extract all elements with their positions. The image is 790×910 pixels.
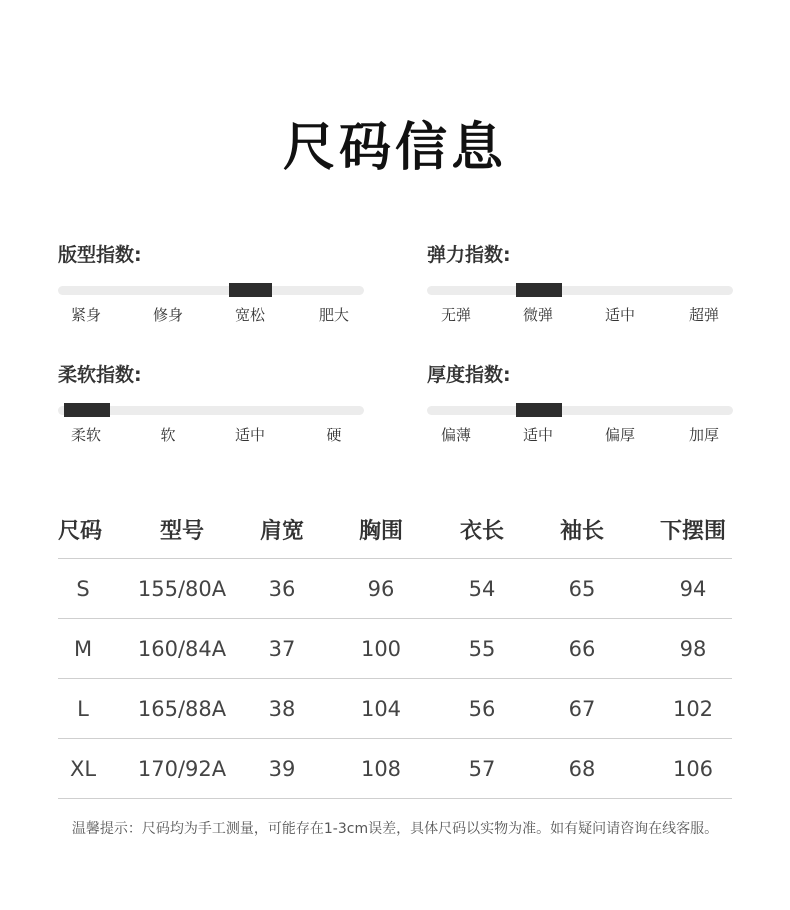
- table-cell: 65: [510, 559, 654, 619]
- level-label: 无弹: [440, 306, 471, 324]
- table-cell: 38: [256, 679, 308, 739]
- level-label: 超弹: [688, 306, 719, 324]
- metric-levels: [58, 304, 364, 324]
- header-chest: 胸围: [308, 500, 454, 559]
- level-label: 软: [160, 426, 176, 444]
- table-row: [58, 739, 732, 799]
- header-model: 型号: [108, 500, 256, 559]
- table-cell: 96: [308, 559, 454, 619]
- table-cell: 104: [308, 679, 454, 739]
- level-label: 肥大: [318, 306, 349, 324]
- level-label: 修身: [152, 306, 183, 324]
- table-cell: S: [58, 559, 108, 619]
- metric-track: [427, 286, 733, 295]
- table-cell: 56: [454, 679, 510, 739]
- header-length: 衣长: [454, 500, 510, 559]
- metric-track: [58, 406, 364, 415]
- table-cell: 155/80A: [108, 559, 256, 619]
- table-cell: 55: [454, 619, 510, 679]
- level-label: 偏厚: [604, 426, 635, 444]
- table-cell: L: [58, 679, 108, 739]
- metric-marker: [64, 403, 110, 417]
- metric-marker: [516, 283, 562, 297]
- level-label: 适中: [522, 426, 553, 444]
- level-label: 适中: [604, 306, 635, 324]
- level-label: 硬: [326, 426, 342, 444]
- header-size: 尺码: [58, 500, 108, 559]
- level-label: 紧身: [70, 306, 101, 324]
- table-cell: 160/84A: [108, 619, 256, 679]
- metric-label: 柔软指数:: [58, 364, 142, 386]
- table-row: [58, 559, 732, 619]
- level-label: 柔软: [70, 426, 101, 444]
- table-cell: 106: [654, 739, 732, 799]
- level-label: 宽松: [234, 306, 265, 324]
- table-row: [58, 679, 732, 739]
- table-cell: 57: [454, 739, 510, 799]
- metric-label: 弹力指数:: [427, 244, 511, 266]
- metric-label: 版型指数:: [58, 244, 142, 266]
- table-cell: M: [58, 619, 108, 679]
- table-row: [58, 619, 732, 679]
- metric-levels: [58, 424, 364, 444]
- size-table: [58, 500, 732, 799]
- level-label: 偏薄: [440, 426, 471, 444]
- table-cell: 66: [510, 619, 654, 679]
- table-cell: 98: [654, 619, 732, 679]
- metric-track: [58, 286, 364, 295]
- table-header-row: [58, 500, 732, 559]
- table-cell: 108: [308, 739, 454, 799]
- header-sleeve: 袖长: [510, 500, 654, 559]
- metric-levels: [427, 304, 733, 324]
- metric-marker: [516, 403, 562, 417]
- table-cell: XL: [58, 739, 108, 799]
- table-cell: 170/92A: [108, 739, 256, 799]
- header-shoulder: 肩宽: [256, 500, 308, 559]
- table-cell: 102: [654, 679, 732, 739]
- table-cell: 37: [256, 619, 308, 679]
- table-cell: 68: [510, 739, 654, 799]
- table-cell: 67: [510, 679, 654, 739]
- table-cell: 39: [256, 739, 308, 799]
- page-title: 尺码信息: [282, 118, 507, 178]
- metric-levels: [427, 424, 733, 444]
- header-hem: 下摆围: [654, 500, 732, 559]
- level-label: 加厚: [688, 426, 719, 444]
- table-cell: 100: [308, 619, 454, 679]
- footnote: 温馨提示：尺码均为手工测量，可能存在1-3cm误差，具体尺码以实物为准。如有疑问请咨询在线客服。: [71, 821, 719, 837]
- level-label: 微弹: [522, 306, 553, 324]
- table-cell: 165/88A: [108, 679, 256, 739]
- metric-track: [427, 406, 733, 415]
- table-cell: 94: [654, 559, 732, 619]
- table-cell: 54: [454, 559, 510, 619]
- level-label: 适中: [234, 426, 265, 444]
- metric-marker: [229, 283, 272, 297]
- table-cell: 36: [256, 559, 308, 619]
- metric-label: 厚度指数:: [427, 364, 511, 386]
